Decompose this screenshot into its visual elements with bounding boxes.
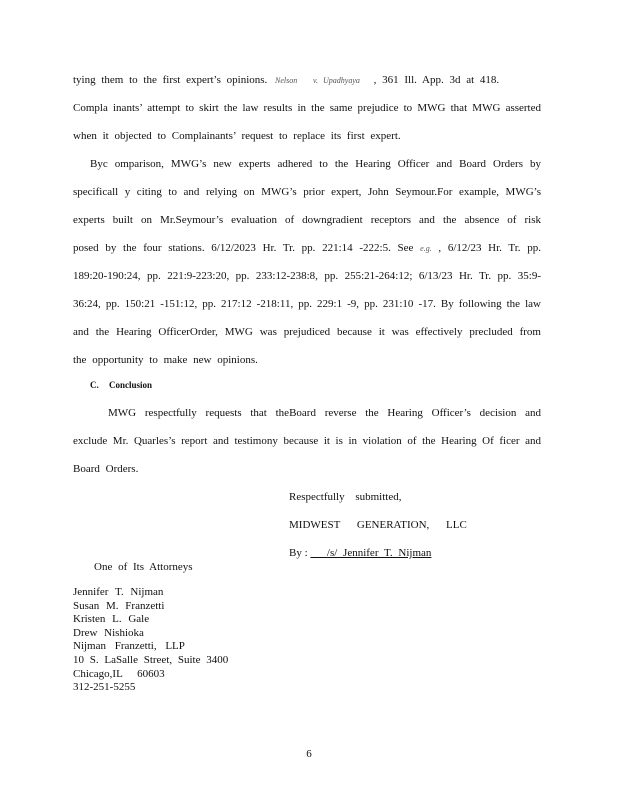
attorney-role: One of Its Attorneys [94,561,193,573]
by-label: By : [289,547,308,559]
attorney-line: Drew Nishioka [73,626,144,639]
body-line [73,73,541,88]
section-title: Conclusion [109,380,153,390]
attorney-block [73,586,228,695]
closing-line: Respectfully submitted, [289,491,402,503]
signature-text: /s/ Jennifer T. Nijman [326,547,432,559]
signature-line [289,546,472,560]
body-line: 36:24, pp. 150:21 -151:12, pp. 217:12 -218:11, pp. 229:1 -9, pp. 231:10 -17. By following the law [73,298,541,310]
line-text: tying them to the first expert’s opinions. [73,74,268,86]
body-line: Byc omparison, MWG’s new experts adhered to the Hearing Officer and Board Orders by [90,158,541,170]
attorney-line: 312-251-5255 [73,681,136,694]
body-line: and the Hearing OfficerOrder, MWG was prejudiced because it was effectively precluded from [73,326,541,338]
body-line: exclude Mr. Quarles’s report and testimony because it is in violation of the Hearing Of ficer and [73,435,541,447]
case-citation: v. Upadhyaya [313,76,360,85]
body-line [73,241,541,256]
attorney-line: Jennifer T. Nijman [73,586,164,598]
attorney-line: Kristen L. Gale [73,613,150,626]
line-text: , 6/12/23 Hr. Tr. pp. [438,242,542,254]
attorney-line: Chicago,IL 60603 [73,667,165,680]
page-number: 6 [306,748,312,760]
body-line: MWG respectfully requests that theBoard reverse the Hearing Officer’s decision and [108,407,541,419]
signature [310,546,472,560]
line-text: , 361 Ill. App. 3d at 418. [373,74,500,86]
body-line: specificall y citing to and relying on MWG’s prior expert, John Seymour.For example, MWG’s [73,186,541,198]
body-line: the opportunity to make new opinions. [73,354,258,366]
company-name: MIDWEST GENERATION, LLC [289,519,467,531]
eg-signal: e.g. [420,244,432,253]
case-citation: Nelson [275,76,298,85]
section-heading [90,380,152,390]
line-text: posed by the four stations. 6/12/2023 Hr. Tr. pp. 221:14 -222:5. See [73,242,414,254]
body-line: experts built on Mr.Seymour’s evaluation of downgradient receptors and the absence of risk [73,214,541,226]
body-line: 189:20-190:24, pp. 221:9-223:20, pp. 233:12-238:8, pp. 255:21-264:12; 6/13/23 Hr. Tr. pp. 35:9- [73,270,541,282]
attorney-line: 10 S. LaSalle Street, Suite 3400 [73,653,229,666]
body-line: Compla inants’ attempt to skirt the law results in the same prejudice to MWG that MWG asserted [73,102,541,114]
attorney-line: Susan M. Franzetti [73,599,165,612]
section-letter: C. [90,380,99,390]
body-line: when it objected to Complainants’ request to replace its first expert. [73,130,401,142]
attorney-line: Nijman Franzetti, LLP [73,640,185,653]
body-line: Board Orders. [73,463,139,475]
